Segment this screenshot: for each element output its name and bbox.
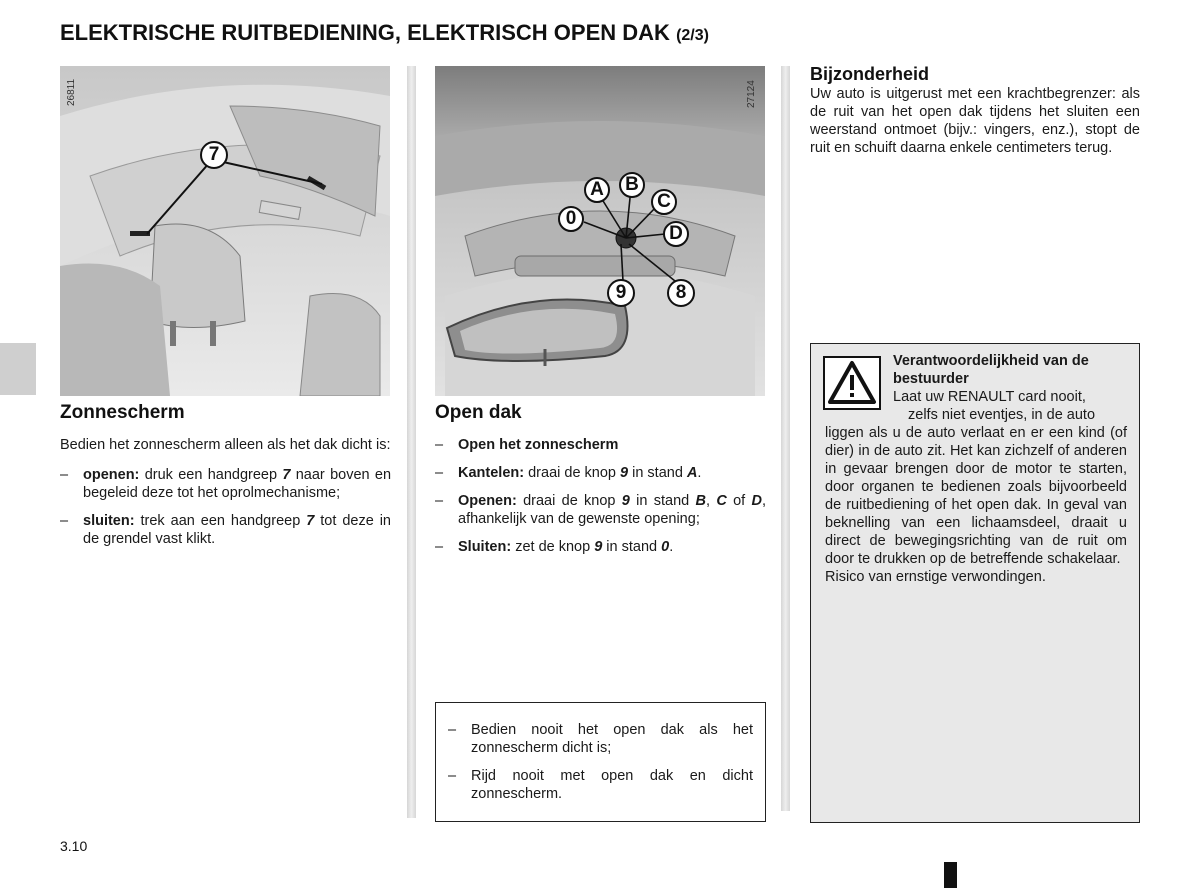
- page-marker: [944, 862, 957, 888]
- item-ref: 9: [620, 465, 629, 481]
- callout-A: A: [584, 177, 610, 203]
- callout-8: 8: [667, 279, 695, 307]
- callout-D: D: [663, 221, 689, 247]
- warning-title: Verantwoordelijkheid van de bestuurder: [893, 353, 1089, 387]
- item-text: in stand: [629, 493, 696, 509]
- note-text: Bedien nooit het open dak als het zonnescherm dicht is;: [471, 722, 753, 756]
- item-label: Openen:: [458, 493, 517, 509]
- item-ref: C: [716, 493, 727, 509]
- title-main: ELEKTRISCHE RUITBEDIENING, ELEKTRISCH OPEN DAK: [60, 20, 670, 45]
- note-item-2: [448, 767, 753, 803]
- warning-triangle-icon: [823, 356, 881, 410]
- zonnescherm-item-close: [60, 512, 391, 548]
- page-number: 3.10: [60, 838, 88, 854]
- sunshade-illustration: [60, 66, 390, 396]
- callout-C: C: [651, 189, 677, 215]
- item-label: openen:: [83, 467, 140, 483]
- figure-code: 26811: [66, 78, 77, 106]
- figure-code: 27124: [746, 80, 757, 108]
- item-text: tot deze in de grendel vast klikt.: [83, 513, 391, 547]
- chapter-tab: [0, 343, 36, 395]
- item-text: draai de knop: [516, 493, 622, 509]
- open-dak-item-1: [435, 436, 766, 454]
- open-dak-item-4: [435, 538, 766, 556]
- heading-bijzonderheid: Bijzonderheid: [810, 64, 930, 84]
- note-text: Rijd nooit met open dak en dicht zonnescherm.: [471, 768, 753, 802]
- warning-line-1: Laat uw RENAULT card nooit,: [893, 389, 1086, 405]
- warning-body: liggen als u de auto verlaat en er een kind (of dier) in de auto zit. Het kan zichzelf of anderen in gevaar brengen door de motor te starten, door organen te bedienen zoals bijvoorbeeld de ruitbediening of het open dak. In geval van beknelling van een lichaamsdeel, draait u direct de bewegingsrichting van de ruit om door te drukken op de betreffende schakelaar.: [825, 425, 1127, 567]
- caution-note-box: [435, 702, 766, 822]
- item-label: Sluiten:: [458, 539, 512, 555]
- zonnescherm-intro: Bedien het zonnescherm alleen als het dak dicht is:: [60, 437, 391, 453]
- section-bijzonderheid: [810, 64, 1140, 157]
- callout-7: 7: [200, 141, 228, 169]
- bullet-dash: –: [60, 467, 69, 483]
- open-dak-item-2: [435, 464, 766, 482]
- item-text: druk een handgreep: [139, 467, 283, 483]
- item-ref: 9: [594, 539, 603, 555]
- bijzonderheid-text: Uw auto is uitgerust met een krachtbegrenzer: als de ruit van het open dak tijdens het sluiten een weerstand ontmoet (bijv.: vingers, enz.), stopt de ruit en schuift daarna enkele centimeters terug.: [810, 86, 1140, 156]
- open-dak-item-3: [435, 492, 766, 528]
- column-separator: [407, 66, 416, 818]
- warning-risk: Risico van ernstige verwondingen.: [825, 569, 1046, 585]
- warning-box: [810, 343, 1140, 823]
- item-text: zet de knop: [511, 539, 595, 555]
- item-ref: 7: [306, 513, 315, 529]
- callout-B: B: [619, 172, 645, 198]
- item-text: draai de knop: [524, 465, 621, 481]
- item-text: in stand: [628, 465, 687, 481]
- title-part: (2/3): [676, 27, 709, 44]
- item-text: in stand: [602, 539, 662, 555]
- note-item-1: [448, 721, 753, 757]
- figure-sunshade: [60, 66, 390, 396]
- item-text: .: [697, 465, 702, 481]
- zonnescherm-item-open: [60, 466, 391, 502]
- section-zonnescherm: [60, 402, 391, 548]
- warning-triangle-icon-graphic: [825, 358, 879, 408]
- item-ref: 9: [621, 493, 630, 509]
- item-text: , afhankelijk van de gewenste opening;: [458, 493, 767, 527]
- callout-9: 9: [607, 279, 635, 307]
- bullet-dash: –: [435, 465, 444, 481]
- item-ref: A: [686, 465, 698, 481]
- bullet-dash: –: [448, 768, 457, 784]
- bullet-dash: –: [435, 539, 444, 555]
- page-title: [60, 20, 709, 46]
- item-text: .: [669, 539, 674, 555]
- item-ref: 0: [661, 539, 670, 555]
- item-label: Kantelen:: [458, 465, 525, 481]
- bullet-dash: –: [60, 513, 69, 529]
- item-label: sluiten:: [83, 513, 135, 529]
- bullet-dash: –: [435, 437, 444, 453]
- item-text: naar boven en begeleid deze tot het oprolmechanisme;: [83, 467, 392, 501]
- figure-roof-control: [435, 66, 765, 396]
- item-ref: D: [751, 493, 762, 509]
- section-open-dak: [435, 402, 766, 556]
- item-text: trek aan een handgreep: [134, 513, 307, 529]
- bullet-dash: –: [435, 493, 444, 509]
- column-separator: [781, 66, 790, 811]
- warning-line-2: zelfs niet eventjes, in de auto: [908, 407, 1096, 423]
- bullet-dash: –: [448, 722, 457, 738]
- heading-zonnescherm: Zonnescherm: [60, 402, 185, 423]
- item-text: of: [726, 493, 752, 509]
- item-label: Open het zonnescherm: [458, 437, 619, 453]
- item-text: ,: [706, 493, 717, 509]
- roof-control-illustration: [435, 66, 765, 396]
- callout-0: 0: [558, 206, 584, 232]
- heading-open-dak: Open dak: [435, 402, 522, 423]
- item-ref: 7: [282, 467, 291, 483]
- item-ref: B: [695, 493, 706, 509]
